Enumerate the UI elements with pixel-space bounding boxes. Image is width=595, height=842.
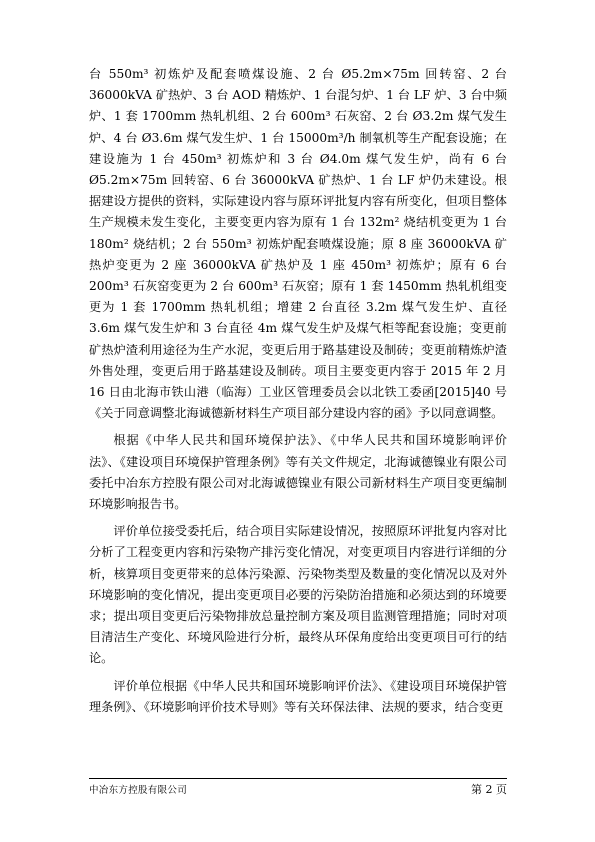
footer-company-name: 中冶东方控股有限公司	[89, 785, 188, 796]
document-body	[89, 64, 507, 718]
footer-divider	[89, 778, 507, 779]
paragraph-commission: 根据《中华人民共和国环境保护法》、《中华人民共和国环境影响评价法》、《建设项目环境保护管理条例》等有关文件规定，北海诚德镍业有限公司委托中冶东方控股有限公司对北海诚德镍业有限公司新材料生产项目变更编制环境影响报告书。	[89, 433, 507, 512]
paragraph-change-summary: 台 550m³ 初炼炉及配套喷煤设施、2 台 Ø5.2m×75m 回转窑、2 台 36000kVA 矿热炉、3 台 AOD 精炼炉、1 台混匀炉、1 台 LF 炉、3 台中频炉、1 套 1700mm 热轧机组、2 台 600m³ 石灰窑、2 台 Ø3.2m 煤气发生炉、4 台 Ø3.6m 煤气发生炉、1 台 15000m³/h 制氧机等生产配套设施；在建设施为 1 台 450m³ 初炼炉和 3 台 Ø4.0m 煤气发生炉，尚有 6 台 Ø5.2m×75m 回转窑、6 台 36000kVA 矿热炉、1 台 LF 炉仍未建设。根据建设方提供的资料，实际建设内容与原环评批复内容有所变化，但项目整体生产规模未发生变化，主要变更内容为原有 1 台 132m² 烧结机变更为 1 台 180m² 烧结机；2 台 550m³ 初炼炉配套喷煤设施；原 8 座 36000kVA 矿热炉变更为 2 座 36000kVA 矿热炉及 1 座 450m³ 初炼炉；原有 6 台 200m³ 石灰窑变更为 2 台 600m³ 石灰窑；原有 1 套 1450mm 热轧机组变更为 1 套 1700mm 热轧机组；增建 2 台直径 3.2m 煤气发生炉、直径 3.6m 煤气发生炉和 3 台直径 4m 煤气发生炉及煤气柜等配套设施；变更前矿热炉渣利用途径为生产水泥，变更后用于路基建设及制砖；变更前精炼炉渣外售处理，变更后用于路基建设及制砖。项目主要变更内容于 2015 年 2 月 16 日由北海市铁山港（临海）工业区管理委员会以北铁工委函[2015]40 号《关于同意调整北海诚德新材料生产项目部分建设内容的函》予以同意调整。	[89, 67, 507, 421]
paragraph-legal-basis: 评价单位根据《中华人民共和国环境影响评价法》、《建设项目环境保护管理条例》、《环境影响评价技术导则》等有关环保法律、法规的要求，结合变更	[89, 678, 507, 714]
paragraph-evaluation-process: 评价单位接受委托后，结合项目实际建设情况，按照原环评批复内容对比分析了工程变更内容和污染物产排污变化情况，对变更项目内容进行详细的分析，核算项目变更带来的总体污染源、污染物类型及数量的变化情况以及对外环境影响的变化情况，提出变更项目必要的污染防治措施和必须达到的环境要求；提出项目变更后污染物排放总量控制方案及项目监测管理措施；同时对项目清洁生产变化、环境风险进行分析，最终从环保角度给出变更项目可行的结论。	[89, 524, 507, 666]
footer-page-number: 第 2 页	[471, 783, 507, 796]
